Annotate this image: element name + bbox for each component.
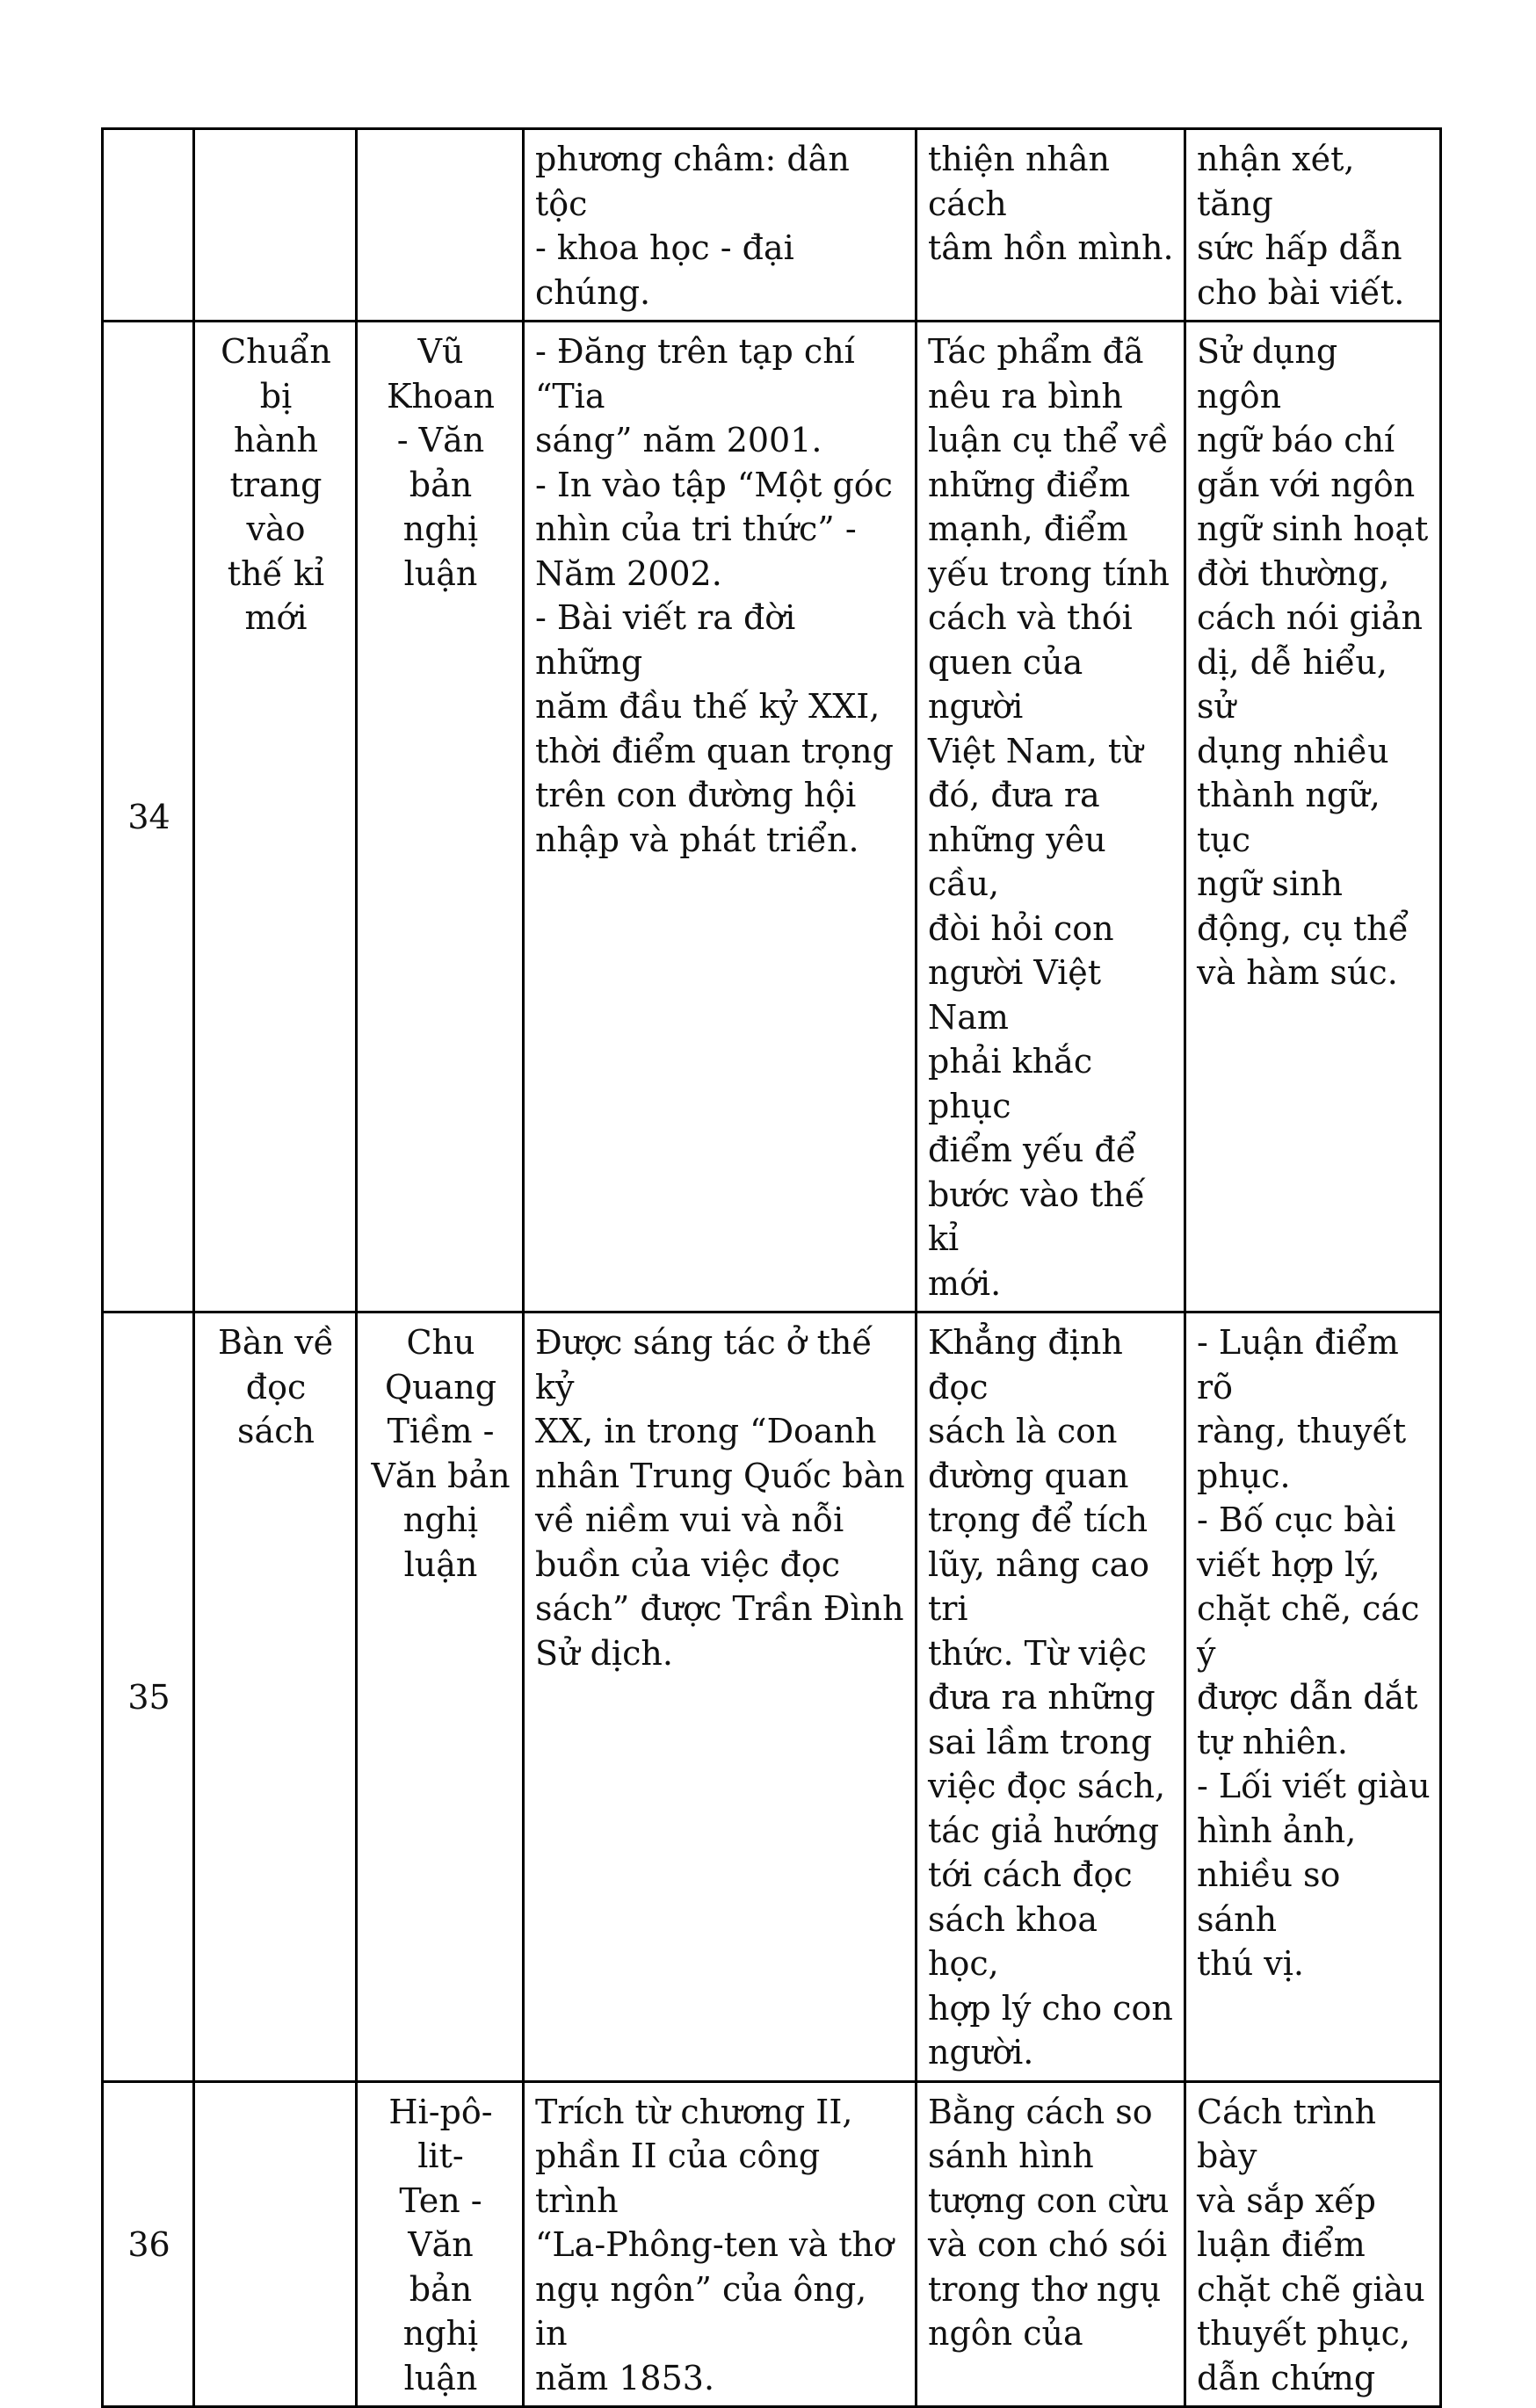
- row-number: 34: [103, 322, 194, 1312]
- art-features: Cách trình bày và sắp xếp luận điểm chặt chẽ giàu thuyết phục, dẫn chứng: [1185, 2081, 1441, 2407]
- author-genre: Hi-pô-lit- Ten - Văn bản nghị luận: [357, 2081, 524, 2407]
- origin-context: Được sáng tác ở thế kỷ XX, in trong “Doanh nhân Trung Quốc bàn về niềm vui và nỗi buồn của việc đọc sách” được Trần Đình Sử dịch.: [524, 1312, 917, 2082]
- art-features: Sử dụng ngôn ngữ báo chí gắn với ngôn ngữ sinh hoạt đời thường, cách nói giản dị, dễ hiểu, sử dụng nhiều thành ngữ, tục ngữ sinh động, cụ thể và hàm súc.: [1185, 322, 1441, 1312]
- table-row: [103, 129, 1441, 322]
- origin-context: Trích từ chương II, phần II của công trình “La-Phông-ten và thơ ngụ ngôn” của ông, in năm 1853.: [524, 2081, 917, 2407]
- origin-context: - Đăng trên tạp chí “Tia sáng” năm 2001. - In vào tập “Một góc nhìn của tri thức” - Năm 2002. - Bài viết ra đời những năm đầu thế kỷ XXI, thời điểm quan trọng trên con đường hội nhập và phát triển.: [524, 322, 917, 1312]
- table-row: [103, 322, 1441, 1312]
- content-value: Tác phẩm đã nêu ra bình luận cụ thể về những điểm mạnh, điểm yếu trong tính cách và thói quen của người Việt Nam, từ đó, đưa ra những yêu cầu, đòi hỏi con người Việt Nam phải khắc phục điểm yếu để bước vào thế kỉ mới.: [917, 322, 1185, 1312]
- author-genre: [357, 129, 524, 322]
- work-title: [194, 2081, 357, 2407]
- content-value: Bằng cách so sánh hình tượng con cừu và con chó sói trong thơ ngụ ngôn của: [917, 2081, 1185, 2407]
- art-features: - Luận điểm rõ ràng, thuyết phục. - Bố cục bài viết hợp lý, chặt chẽ, các ý được dẫn dắt tự nhiên. - Lối viết giàu hình ảnh, nhiều so sánh thú vị.: [1185, 1312, 1441, 2082]
- table-row: [103, 2081, 1441, 2407]
- content-value: Khẳng định đọc sách là con đường quan trọng để tích lũy, nâng cao tri thức. Từ việc đưa ra những sai lầm trong việc đọc sách, tác giả hướng tới cách đọc sách khoa học, hợp lý cho con người.: [917, 1312, 1185, 2082]
- author-genre: Chu Quang Tiềm - Văn bản nghị luận: [357, 1312, 524, 2082]
- row-number: [103, 129, 194, 322]
- work-title: Chuẩn bị hành trang vào thế kỉ mới: [194, 322, 357, 1312]
- literature-table: [101, 127, 1442, 2408]
- row-number: 35: [103, 1312, 194, 2082]
- origin-context: phương châm: dân tộc - khoa học - đại chúng.: [524, 129, 917, 322]
- table-row: [103, 1312, 1441, 2082]
- author-genre: Vũ Khoan - Văn bản nghị luận: [357, 322, 524, 1312]
- work-title: Bàn về đọc sách: [194, 1312, 357, 2082]
- row-number: 36: [103, 2081, 194, 2407]
- content-value: thiện nhân cách tâm hồn mình.: [917, 129, 1185, 322]
- art-features: nhận xét, tăng sức hấp dẫn cho bài viết.: [1185, 129, 1441, 322]
- work-title: [194, 129, 357, 322]
